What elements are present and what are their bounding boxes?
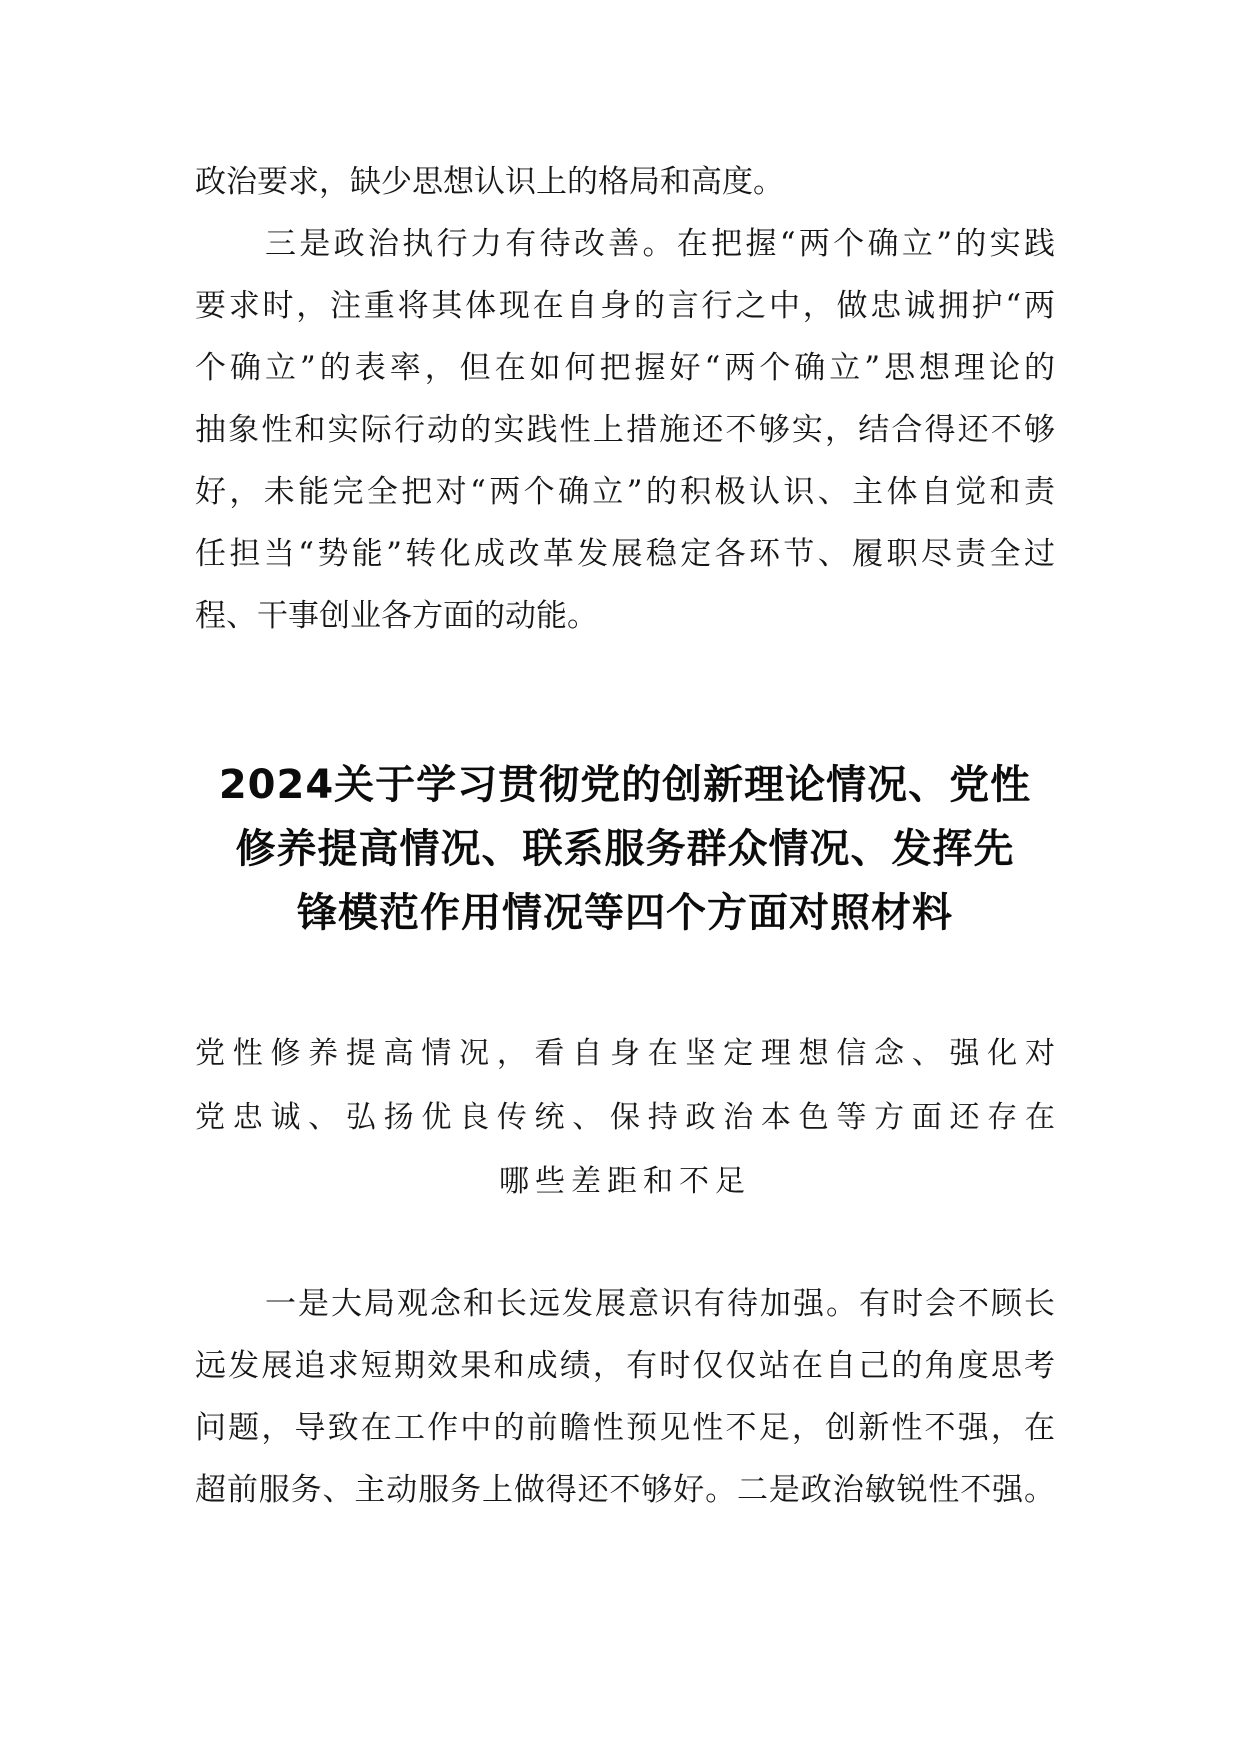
section-subtitle [195, 1022, 1055, 1214]
title-line: 2024关于学习贯彻党的创新理论情况、党性 [218, 762, 1032, 808]
paragraph-line: 超前服务、主动服务上做得还不够好。二是政治敏锐性不强。 [195, 1472, 1055, 1508]
paragraph-line: 程、干事创业各方面的动能。 [195, 598, 598, 634]
paragraph-line: 三是政治执行力有待改善。在把握“两个确立”的实践 [265, 226, 1055, 262]
title-line: 锋模范作用情况等四个方面对照材料 [297, 890, 953, 936]
paragraph-line: 一是大局观念和长远发展意识有待加强。有时会不顾长 [265, 1286, 1055, 1322]
document-title [195, 753, 1055, 945]
title-line: 修养提高情况、联系服务群众情况、发挥先 [235, 826, 1015, 872]
subtitle-line: 哪些差距和不足 [499, 1164, 751, 1199]
paragraph-bottom [195, 1273, 1055, 1521]
paragraph-line: 远发展追求短期效果和成绩，有时仅仅站在自己的角度思考 [195, 1348, 1055, 1384]
paragraph-line: 政治要求，缺少思想认识上的格局和高度。 [195, 164, 784, 200]
paragraph-line: 个确立”的表率，但在如何把握好“两个确立”思想理论的 [195, 350, 1055, 386]
paragraph-line: 任担当“势能”转化成改革发展稳定各环节、履职尽责全过 [195, 536, 1055, 572]
paragraph-line: 问题，导致在工作中的前瞻性预见性不足，创新性不强，在 [195, 1410, 1055, 1446]
paragraph-line: 好，未能完全把对“两个确立”的积极认识、主体自觉和责 [195, 474, 1055, 510]
paragraph-line: 抽象性和实际行动的实践性上措施还不够实，结合得还不够 [195, 412, 1055, 448]
paragraph-line: 要求时，注重将其体现在自身的言行之中，做忠诚拥护“两 [195, 288, 1055, 324]
subtitle-line: 党忠诚、弘扬优良传统、保持政治本色等方面还存在 [195, 1100, 1055, 1135]
subtitle-line: 党性修养提高情况，看自身在坚定理想信念、强化对 [195, 1036, 1055, 1071]
paragraph-top [195, 151, 1055, 647]
